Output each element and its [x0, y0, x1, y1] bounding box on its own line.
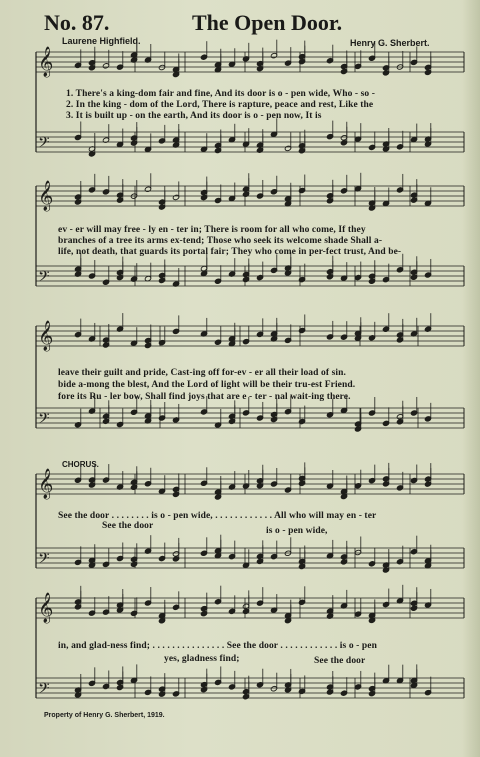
- clef-symbol: 𝄞: [38, 469, 54, 499]
- clef-symbol: 𝄢: [38, 268, 50, 289]
- lyric-line: life, not death, that guards its portal fair; They who come in per-fect trust, And be-: [58, 247, 402, 257]
- lyric-line: 2. In the king - dom of the Lord, There is rapture, peace and rest, Like the: [66, 100, 374, 110]
- lyricist-credit: Laurene Highfield.: [62, 36, 141, 46]
- lyric-line: branches of a tree its arms ex-tend; Those who seek its welcome shade Shall a-: [58, 236, 383, 246]
- lyric-line: leave their guilt and pride, Cast-ing off for-ev - er all their load of sin.: [58, 368, 347, 378]
- lyric-line-lower: See the door: [102, 521, 154, 531]
- lyric-line: fore its Ru - ler bow, Shall find joys that are e - ter - nal wait-ing there.: [58, 392, 351, 402]
- lyric-line: 3. It is built up - on the earth, And its door is o - pen now, It is: [66, 111, 322, 121]
- lyric-line: See the door . . . . . . . . is o - pen wide, . . . . . . . . . . . . All who will may en - ter: [58, 511, 377, 521]
- clef-symbol: 𝄢: [38, 550, 50, 571]
- hymn-title: The Open Door.: [192, 10, 343, 35]
- clef-symbol: 𝄢: [38, 134, 50, 155]
- copyright-notice: Property of Henry G. Sherbert, 1919.: [44, 712, 165, 719]
- lyric-line: 1. There's a king-dom fair and fine, And its door is o - pen wide, Who - so -: [66, 89, 376, 99]
- lyric-line: ev - er will may free - ly en - ter in; There is room for all who come, If they: [58, 225, 366, 235]
- chorus-label: CHORUS.: [62, 460, 99, 469]
- lyric-line: in, and glad-ness find; . . . . . . . . . . . . . . . See the door . . . . . . . . . . . . is o - pen: [58, 641, 377, 651]
- lyric-line-lower: See the door: [314, 656, 366, 666]
- lyric-line-lower: is o - pen wide,: [266, 526, 328, 536]
- clef-symbol: 𝄞: [38, 321, 54, 351]
- clef-symbol: 𝄢: [38, 410, 50, 431]
- lyric-line-lower: yes, gladness find;: [164, 654, 240, 664]
- clef-symbol: 𝄞: [38, 181, 54, 211]
- clef-symbol: 𝄞: [38, 593, 54, 623]
- hymn-number: No. 87.: [44, 10, 110, 35]
- page-edge-shadow: [462, 0, 480, 757]
- lyric-line: bide a-mong the blest, And the Lord of light will be their tru-est Friend.: [58, 380, 356, 390]
- clef-symbol: 𝄞: [38, 47, 54, 77]
- clef-symbol: 𝄢: [38, 680, 50, 701]
- composer-credit: Henry G. Sherbert.: [350, 38, 430, 48]
